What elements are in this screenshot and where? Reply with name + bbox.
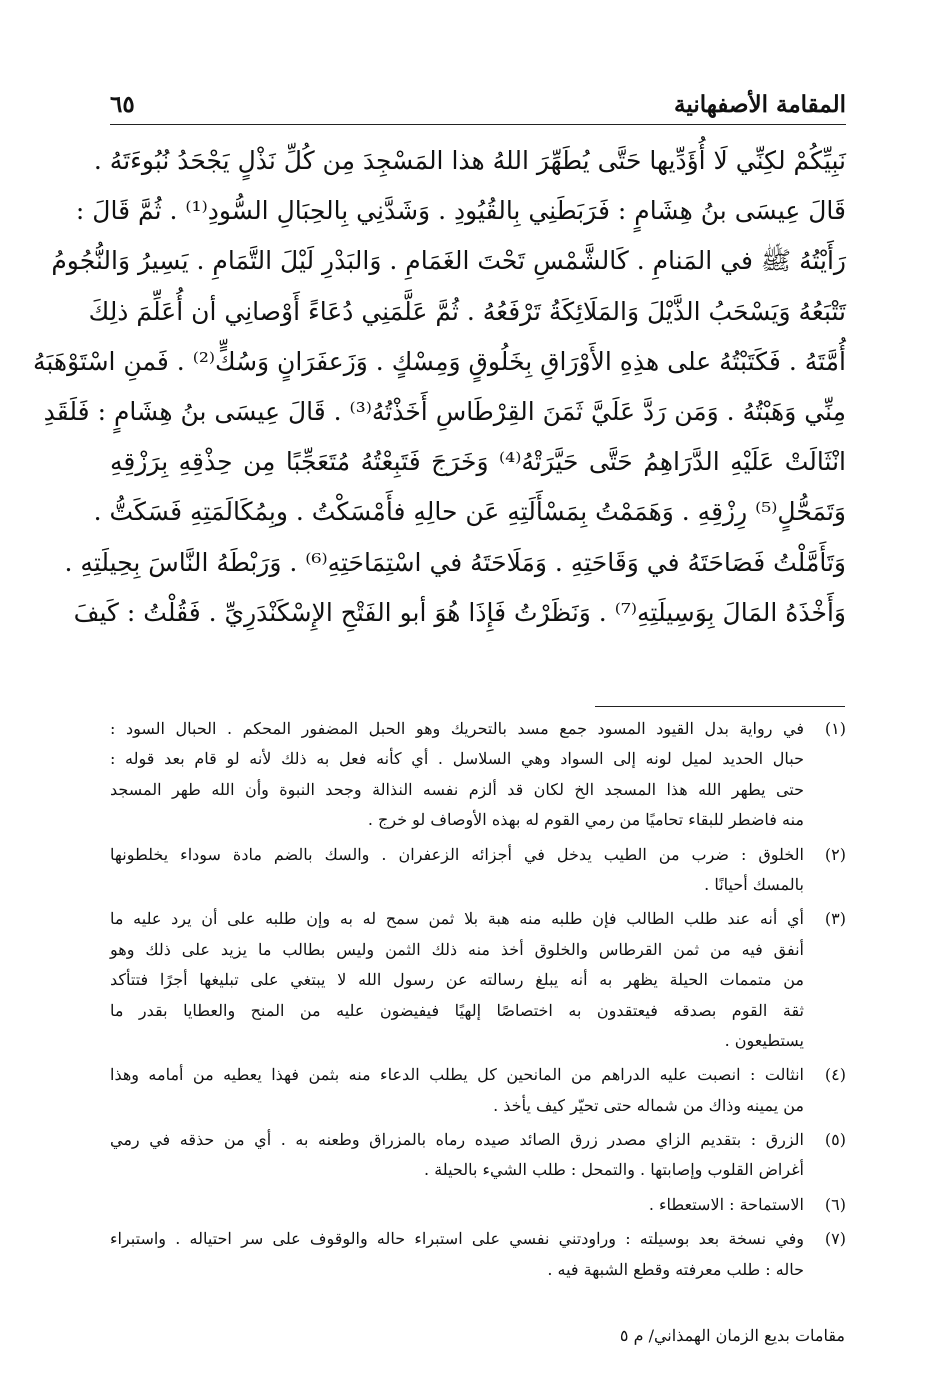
- footnote-line: من متممات الحيلة يظهر به أنه يبلغ رسالته عن رسول الله لا يبتغي على تبليغها أجرًا فتتأكد: [110, 970, 804, 990]
- footnote-line: بالمسك أحيانًا .: [704, 874, 804, 894]
- footnote-line: من يمينه وذاك من شماله حتى تحيّر كيف يأخذ .: [493, 1095, 804, 1115]
- footnote-line: الخلوق : ضرب من الطيب يدخل في أجزائه الزعفران . والسك بالضم مادة سوداء يخلطونها: [110, 844, 804, 864]
- footnote: [110, 1125, 846, 1186]
- page-header: [110, 88, 846, 125]
- footnote: [110, 840, 846, 901]
- footnote-line: أغراض القلوب وإصابتها . والتمحل : طلب الشيء بالحيلة .: [424, 1160, 804, 1180]
- footnote-separator: [595, 706, 845, 707]
- footnote-line: يستطيعون .: [724, 1030, 804, 1050]
- footnote-number: (٢): [824, 844, 846, 864]
- footnote-line: حبال الحديد لميل لونه إلى السواد وهي السلاسل . أي كأنه فعل به ذلك لأنه لو قام بعد قوله :: [110, 749, 804, 769]
- footnote-line: ثقة القوم بصدقه فيعتقدون به اختصاصًا إلهيًا فيفيضون عليه من المنح والعطايا بقدر ما: [110, 1000, 804, 1020]
- footnote: [110, 1060, 846, 1121]
- signature-mark: مقامات بديع الزمان الهمذاني/ م ٥: [619, 1326, 845, 1345]
- text-line: رَأَيْتُهُ ﷺ في المَنامِ . كَالشَّمْسِ تَحْتَ الغَمَامِ . وَالبَدْرِ لَيْلَ التَّمَامِ . يَسِيرُ وَالنُّجُومُ: [51, 246, 846, 276]
- text-line: نَبِيِّكُمْ لكِنِّي لَا أُؤَدِّيها حَتَّى يُطَهِّرَ اللهُ هذا المَسْجِدَ مِن كُلِّ نَذْلٍ يَجْحَدُ نُبُوءَتَهُ .: [93, 146, 846, 175]
- footnote-number: (٣): [824, 909, 846, 929]
- text-line: وَأَخْذَهُ المَالَ بِوَسِيلَتِهِ⁽⁷⁾ . وَنَظَرْتُ فَإِذَا هُوَ أبو الفَتْحِ الإِسْكَنْدَرِيِّ . فَقُلْتُ : كَيفَ: [73, 597, 846, 627]
- text-line: انْثَالَتْ عَلَيْهِ الدَّرَاهِمُ حَتَّى حَيَّرَتْهُ⁽⁴⁾ وَخَرَجَ فَتَبِعْتُهُ مُتَعَجِّبًا مِن حِذْقِهِ بِرَزْقِهِ: [110, 447, 846, 477]
- text-line: قَالَ عِيسَى بنُ هِشَامٍ : فَرَبَطَنِي بِالقُيُودِ . وَشَدَّنِي بِالحِبَالِ السُّودِ⁽¹⁾ . ثُمَّ قَالَ :: [75, 196, 846, 226]
- footnote-line: أي أنه عند طلب الطالب فإن طلبه منه هبة بلا ثمن سمح له به وإن طلبه على أن يرد عليه ما: [110, 909, 804, 929]
- footnote-line: الاستماحة : الاستعطاء .: [648, 1194, 804, 1214]
- text-line: تَتْبَعُهُ وَيَسْحَبُ الذَّيْلَ وَالمَلَائِكَةُ تَرْفَعُهُ . ثُمَّ عَلَّمَنِي دُعَاءً أَوْصانِي أن أُعَلِّمَ ذلِكَ: [88, 296, 846, 326]
- footnote-line: حاله : طلب معرفته وقطع الشبهة فيه .: [547, 1259, 804, 1279]
- running-title: المقامة الأصفهانية: [674, 91, 846, 118]
- footnote: [110, 1224, 846, 1285]
- footnote: [110, 714, 846, 836]
- text-line: أُمَّتَهُ . فَكَتَبْتُهُ على هذِهِ الأَوْرَاقِ بِخَلُوقٍ وَمِسْكٍ . وَزَعفَرَانٍ وَسُكٍّ⁽²⁾ . فَمنِ اسْتَوْهَبَهُ: [32, 346, 846, 376]
- footnote-number: (٥): [824, 1130, 846, 1150]
- footnote-number: (٧): [824, 1229, 846, 1249]
- footnote-number: (٤): [824, 1065, 846, 1085]
- footnote-line: حتى يطهر الله هذا المسجد الخ لكان قد ألزم نفسه النذالة وجحد النبوة وأن الله طهر المسجد: [110, 779, 804, 799]
- footnote: [110, 904, 846, 1056]
- footnote-line: انثالت : انصبت عليه الدراهم من المانحين كل يطلب الدعاء منه بثمن فهذا يعطيه من أمامه وهذا: [110, 1065, 804, 1085]
- main-text: [32, 136, 846, 638]
- footnote: [110, 1190, 846, 1220]
- text-line: مِنِّي وَهَبْتُهُ . وَمَن رَدَّ عَلَيَّ ثَمَنَ القِرْطَاسِ أَخَذْتُهُ⁽³⁾ . قَالَ عِيسَى بنُ هِشَامٍ : فَلَقَدِ: [43, 396, 846, 426]
- page-number: ٦٥: [110, 91, 135, 118]
- footnote-line: منه فاضطر للبقاء تحاميًا من رمي القوم له بهذه الأوصاف لو خرج .: [367, 810, 804, 830]
- footnote-line: الزرق : بتقديم الزاي مصدر زرق الصائد صيده رماه بالمزراق وطعنه به . أي من حذقه في رمي: [110, 1130, 804, 1150]
- footnote-line: في رواية بدل القيود المسود جمع مسد بالتحريك وهو الحبل المضفور المحكم . الحبال السود :: [110, 719, 804, 738]
- text-line: وَتَمَحُّلٍ⁽⁵⁾ رِزْقِهِ . وَهَمَمْتُ بِمَسْأَلَتِهِ عَن حالِهِ فأَمْسَكْتُ . وبِمُكَالَمَتِهِ فَسَكَتُّ .: [93, 497, 846, 527]
- footnote-line: أنفق فيه من ثمن القرطاس والخلوق أخذ منه ذلك الثمن وليس بطالب ما يزيد على ذلك وهو: [110, 939, 804, 959]
- text-line: وَتَأَمَّلْتُ فَصَاحَتَهُ في وَقَاحَتِهِ . وَمَلَاحَتَهُ في اسْتِمَاحَتِهِ⁽⁶⁾ . وَرَبْطَهُ النَّاسَ بِحِيلَتِهِ .: [64, 547, 846, 577]
- footnote-line: وفي نسخة بعد بوسيلته : وراودتني نفسي على استبراء حاله والوقوف على سر احتياله . واستبراء: [110, 1229, 805, 1249]
- footnote-number: (١): [824, 719, 846, 738]
- footnote-number: (٦): [824, 1194, 846, 1214]
- footnotes: [110, 714, 846, 1289]
